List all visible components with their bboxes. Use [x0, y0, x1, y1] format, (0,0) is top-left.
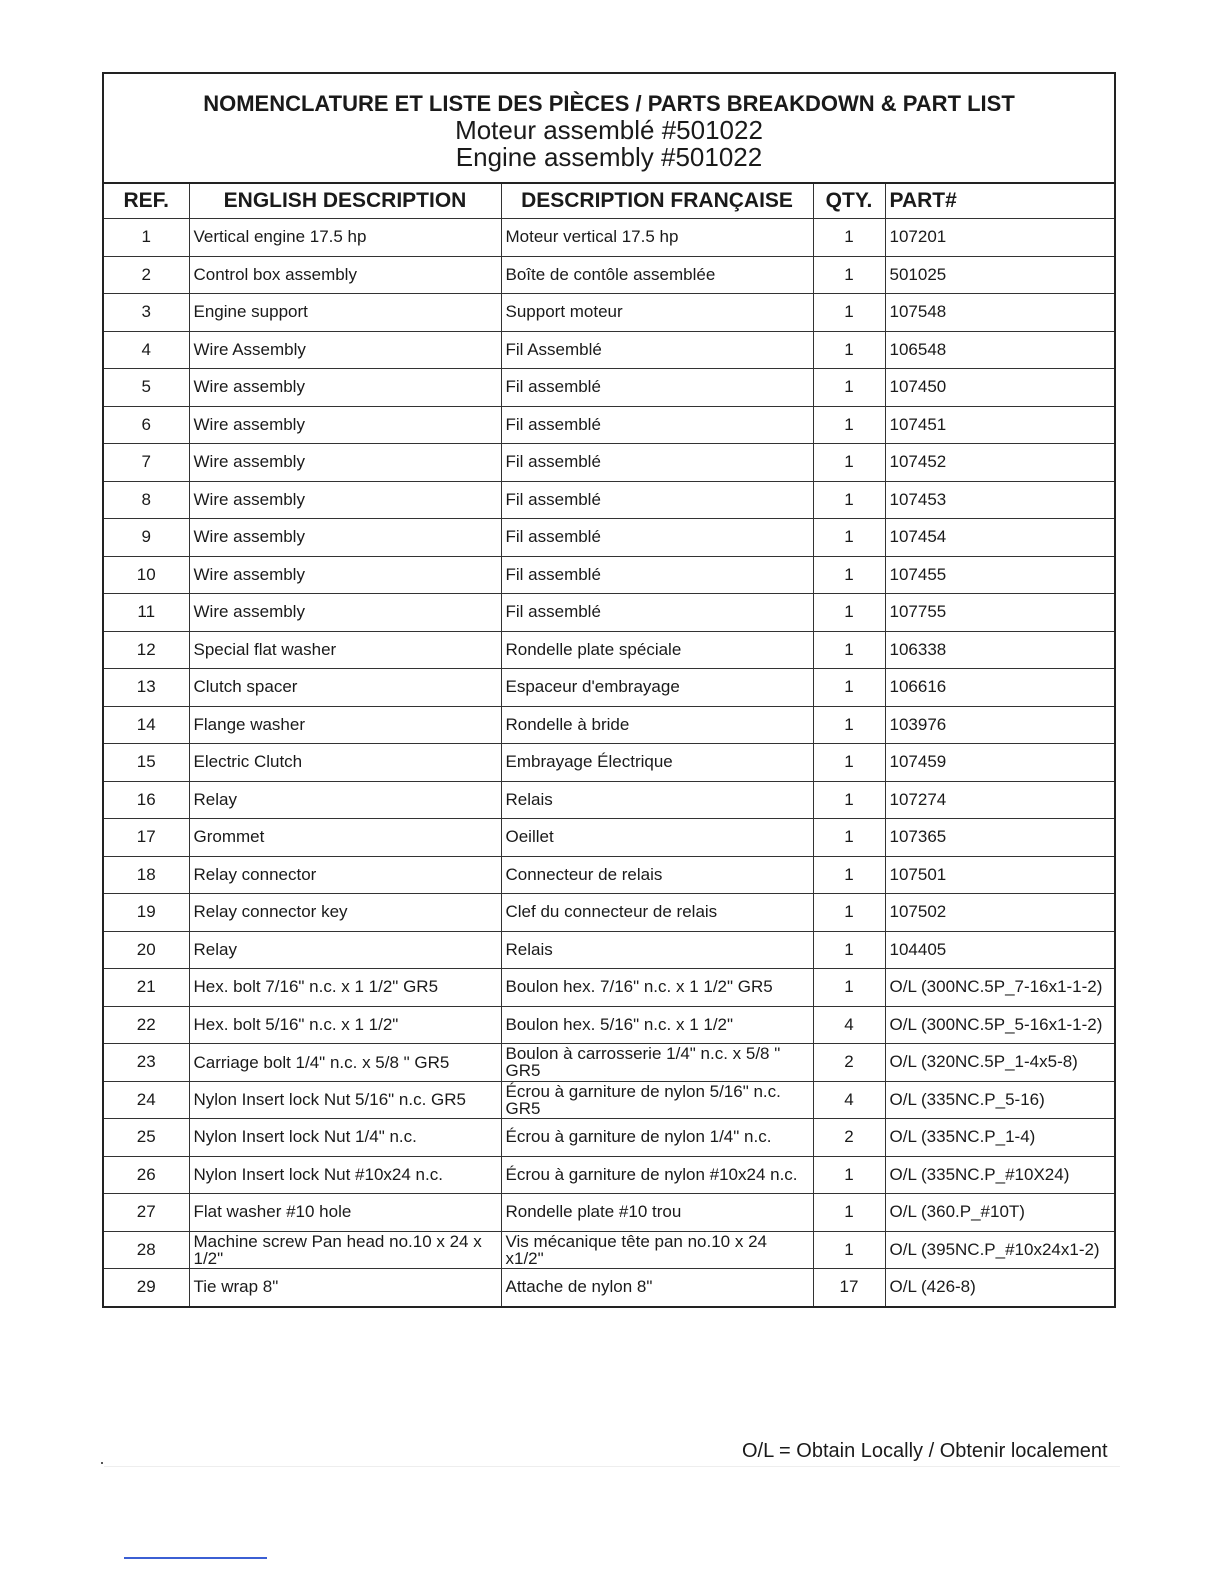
cell-ref: 12	[104, 631, 189, 669]
table-row	[104, 1081, 1114, 1119]
cell-qty: 1	[813, 331, 885, 369]
cell-part-number: O/L (426-8)	[885, 1269, 1114, 1306]
cell-ref: 20	[104, 931, 189, 969]
cell-english-description: Hex. bolt 7/16" n.c. x 1 1/2" GR5	[189, 969, 501, 1007]
cell-english-description: Flange washer	[189, 706, 501, 744]
cell-french-description: Fil assemblé	[501, 556, 813, 594]
cell-qty: 1	[813, 594, 885, 632]
cell-ref: 23	[104, 1044, 189, 1082]
cell-part-number: 106548	[885, 331, 1114, 369]
table-row	[104, 481, 1114, 519]
cell-ref: 22	[104, 1006, 189, 1044]
cell-english-description: Relay connector key	[189, 894, 501, 932]
cell-french-description: Boulon à carrosserie 1/4" n.c. x 5/8 " GR5	[501, 1044, 813, 1082]
cell-part-number: O/L (395NC.P_#10x24x1-2)	[885, 1231, 1114, 1269]
cell-part-number: 106338	[885, 631, 1114, 669]
cell-qty: 1	[813, 894, 885, 932]
cell-qty: 1	[813, 219, 885, 257]
cell-part-number: 501025	[885, 256, 1114, 294]
cell-part-number: 107274	[885, 781, 1114, 819]
cell-french-description: Écrou à garniture de nylon 1/4" n.c.	[501, 1119, 813, 1157]
cell-ref: 4	[104, 331, 189, 369]
cell-english-description: Nylon Insert lock Nut 1/4" n.c.	[189, 1119, 501, 1157]
cell-ref: 15	[104, 744, 189, 782]
cell-ref: 3	[104, 294, 189, 332]
cell-ref: 10	[104, 556, 189, 594]
cell-english-description: Control box assembly	[189, 256, 501, 294]
cell-qty: 1	[813, 1156, 885, 1194]
cell-qty: 4	[813, 1006, 885, 1044]
cell-qty: 1	[813, 781, 885, 819]
column-header-english: ENGLISH DESCRIPTION	[189, 184, 501, 219]
cell-part-number: 107452	[885, 444, 1114, 482]
cell-ref: 18	[104, 856, 189, 894]
table-row	[104, 1044, 1114, 1082]
cell-ref: 13	[104, 669, 189, 707]
cell-french-description: Fil Assemblé	[501, 331, 813, 369]
cell-part-number: O/L (360.P_#10T)	[885, 1194, 1114, 1232]
cell-qty: 1	[813, 706, 885, 744]
table-row	[104, 594, 1114, 632]
cell-french-description: Rondelle à bride	[501, 706, 813, 744]
cell-part-number: O/L (335NC.P_#10X24)	[885, 1156, 1114, 1194]
cell-part-number: 107459	[885, 744, 1114, 782]
cell-english-description: Wire assembly	[189, 594, 501, 632]
table-row	[104, 369, 1114, 407]
cell-ref: 17	[104, 819, 189, 857]
cell-ref: 8	[104, 481, 189, 519]
cell-part-number: 107201	[885, 219, 1114, 257]
cell-part-number: 107450	[885, 369, 1114, 407]
subtitle-english: Engine assembly #501022	[455, 142, 763, 172]
cell-english-description: Wire assembly	[189, 556, 501, 594]
cell-qty: 1	[813, 819, 885, 857]
table-row	[104, 444, 1114, 482]
table-row	[104, 519, 1114, 557]
cell-part-number: 107454	[885, 519, 1114, 557]
cell-english-description: Clutch spacer	[189, 669, 501, 707]
table-row	[104, 256, 1114, 294]
cell-french-description: Clef du connecteur de relais	[501, 894, 813, 932]
title-block	[104, 74, 1114, 184]
scan-dot	[101, 1462, 103, 1464]
cell-english-description: Grommet	[189, 819, 501, 857]
table-row	[104, 631, 1114, 669]
cell-qty: 1	[813, 931, 885, 969]
cell-french-description: Relais	[501, 931, 813, 969]
cell-ref: 2	[104, 256, 189, 294]
cell-qty: 2	[813, 1119, 885, 1157]
cell-part-number: 103976	[885, 706, 1114, 744]
table-row	[104, 894, 1114, 932]
cell-french-description: Relais	[501, 781, 813, 819]
cell-ref: 24	[104, 1081, 189, 1119]
parts-table	[104, 184, 1114, 1306]
cell-ref: 26	[104, 1156, 189, 1194]
subtitle-french: Moteur assemblé #501022	[455, 115, 763, 145]
table-row	[104, 556, 1114, 594]
cell-ref: 7	[104, 444, 189, 482]
cell-qty: 1	[813, 256, 885, 294]
cell-part-number: O/L (300NC.5P_7-16x1-1-2)	[885, 969, 1114, 1007]
cell-english-description: Relay connector	[189, 856, 501, 894]
cell-french-description: Connecteur de relais	[501, 856, 813, 894]
cell-qty: 1	[813, 969, 885, 1007]
cell-english-description: Wire assembly	[189, 406, 501, 444]
document-title: NOMENCLATURE ET LISTE DES PIÈCES / PARTS BREAKDOWN & PART LIST	[203, 91, 1015, 116]
cell-part-number: 107451	[885, 406, 1114, 444]
scan-divider	[104, 1466, 1120, 1467]
column-header-french: DESCRIPTION FRANÇAISE	[501, 184, 813, 219]
column-header-qty: QTY.	[813, 184, 885, 219]
cell-qty: 1	[813, 406, 885, 444]
cell-french-description: Support moteur	[501, 294, 813, 332]
cell-part-number: 107365	[885, 819, 1114, 857]
cell-english-description: Vertical engine 17.5 hp	[189, 219, 501, 257]
cell-english-description: Special flat washer	[189, 631, 501, 669]
cell-qty: 1	[813, 1231, 885, 1269]
table-row	[104, 819, 1114, 857]
table-row	[104, 969, 1114, 1007]
cell-ref: 21	[104, 969, 189, 1007]
cell-ref: 9	[104, 519, 189, 557]
cell-english-description: Tie wrap 8"	[189, 1269, 501, 1306]
column-header-part: PART#	[885, 184, 1114, 219]
cell-french-description: Attache de nylon 8"	[501, 1269, 813, 1306]
cell-qty: 1	[813, 1194, 885, 1232]
cell-french-description: Espaceur d'embrayage	[501, 669, 813, 707]
cell-french-description: Boulon hex. 7/16" n.c. x 1 1/2" GR5	[501, 969, 813, 1007]
cell-french-description: Boulon hex. 5/16" n.c. x 1 1/2"	[501, 1006, 813, 1044]
table-row	[104, 744, 1114, 782]
cell-part-number: 107755	[885, 594, 1114, 632]
cell-qty: 4	[813, 1081, 885, 1119]
cell-ref: 5	[104, 369, 189, 407]
cell-qty: 1	[813, 856, 885, 894]
cell-french-description: Embrayage Électrique	[501, 744, 813, 782]
cell-french-description: Fil assemblé	[501, 406, 813, 444]
cell-ref: 16	[104, 781, 189, 819]
table-row	[104, 669, 1114, 707]
table-row	[104, 331, 1114, 369]
table-row	[104, 1269, 1114, 1306]
cell-qty: 1	[813, 556, 885, 594]
cell-english-description: Wire assembly	[189, 519, 501, 557]
cell-french-description: Fil assemblé	[501, 481, 813, 519]
table-header-row	[104, 184, 1114, 219]
cell-qty: 1	[813, 444, 885, 482]
cell-english-description: Wire assembly	[189, 444, 501, 482]
cell-french-description: Fil assemblé	[501, 369, 813, 407]
cell-french-description: Fil assemblé	[501, 594, 813, 632]
cell-qty: 1	[813, 669, 885, 707]
cell-qty: 1	[813, 294, 885, 332]
table-row	[104, 1119, 1114, 1157]
cell-ref: 14	[104, 706, 189, 744]
footer-note: O/L = Obtain Locally / Obtenir localement	[742, 1440, 1108, 1462]
cell-english-description: Nylon Insert lock Nut 5/16" n.c. GR5	[189, 1081, 501, 1119]
cell-ref: 11	[104, 594, 189, 632]
cell-french-description: Moteur vertical 17.5 hp	[501, 219, 813, 257]
table-row	[104, 781, 1114, 819]
cell-part-number: 107548	[885, 294, 1114, 332]
cell-french-description: Fil assemblé	[501, 519, 813, 557]
cell-french-description: Écrou à garniture de nylon #10x24 n.c.	[501, 1156, 813, 1194]
table-row	[104, 931, 1114, 969]
cell-part-number: 107455	[885, 556, 1114, 594]
cell-english-description: Relay	[189, 931, 501, 969]
cell-ref: 1	[104, 219, 189, 257]
cell-ref: 19	[104, 894, 189, 932]
table-row	[104, 294, 1114, 332]
table-row	[104, 1006, 1114, 1044]
cell-ref: 27	[104, 1194, 189, 1232]
cell-french-description: Rondelle plate spéciale	[501, 631, 813, 669]
table-row	[104, 1231, 1114, 1269]
cell-part-number: 107501	[885, 856, 1114, 894]
cell-part-number: O/L (335NC.P_5-16)	[885, 1081, 1114, 1119]
cell-french-description: Fil assemblé	[501, 444, 813, 482]
table-row	[104, 219, 1114, 257]
table-row	[104, 406, 1114, 444]
cell-english-description: Engine support	[189, 294, 501, 332]
table-row	[104, 1194, 1114, 1232]
cell-part-number: 107453	[885, 481, 1114, 519]
cell-english-description: Hex. bolt 5/16" n.c. x 1 1/2"	[189, 1006, 501, 1044]
cell-qty: 1	[813, 519, 885, 557]
cell-english-description: Wire assembly	[189, 369, 501, 407]
table-row	[104, 856, 1114, 894]
cell-qty: 1	[813, 744, 885, 782]
cell-english-description: Flat washer #10 hole	[189, 1194, 501, 1232]
cell-qty: 1	[813, 631, 885, 669]
parts-list-sheet	[102, 72, 1116, 1308]
cell-ref: 25	[104, 1119, 189, 1157]
table-row	[104, 706, 1114, 744]
cell-part-number: O/L (320NC.5P_1-4x5-8)	[885, 1044, 1114, 1082]
cell-english-description: Electric Clutch	[189, 744, 501, 782]
cell-english-description: Machine screw Pan head no.10 x 24 x 1/2"	[189, 1231, 501, 1269]
cell-french-description: Écrou à garniture de nylon 5/16" n.c. GR5	[501, 1081, 813, 1119]
cell-english-description: Nylon Insert lock Nut #10x24 n.c.	[189, 1156, 501, 1194]
cell-qty: 1	[813, 481, 885, 519]
cell-part-number: 104405	[885, 931, 1114, 969]
cell-part-number: 107502	[885, 894, 1114, 932]
cell-part-number: O/L (300NC.5P_5-16x1-1-2)	[885, 1006, 1114, 1044]
cell-ref: 29	[104, 1269, 189, 1306]
blue-underline	[124, 1557, 267, 1559]
cell-ref: 28	[104, 1231, 189, 1269]
cell-french-description: Boîte de contôle assemblée	[501, 256, 813, 294]
cell-french-description: Vis mécanique tête pan no.10 x 24 x1/2"	[501, 1231, 813, 1269]
cell-english-description: Wire assembly	[189, 481, 501, 519]
cell-french-description: Rondelle plate #10 trou	[501, 1194, 813, 1232]
table-row	[104, 1156, 1114, 1194]
cell-ref: 6	[104, 406, 189, 444]
cell-english-description: Wire Assembly	[189, 331, 501, 369]
cell-qty: 17	[813, 1269, 885, 1306]
cell-english-description: Carriage bolt 1/4" n.c. x 5/8 " GR5	[189, 1044, 501, 1082]
cell-part-number: O/L (335NC.P_1-4)	[885, 1119, 1114, 1157]
cell-english-description: Relay	[189, 781, 501, 819]
cell-part-number: 106616	[885, 669, 1114, 707]
cell-qty: 1	[813, 369, 885, 407]
cell-french-description: Oeillet	[501, 819, 813, 857]
cell-qty: 2	[813, 1044, 885, 1082]
column-header-ref: REF.	[104, 184, 189, 219]
